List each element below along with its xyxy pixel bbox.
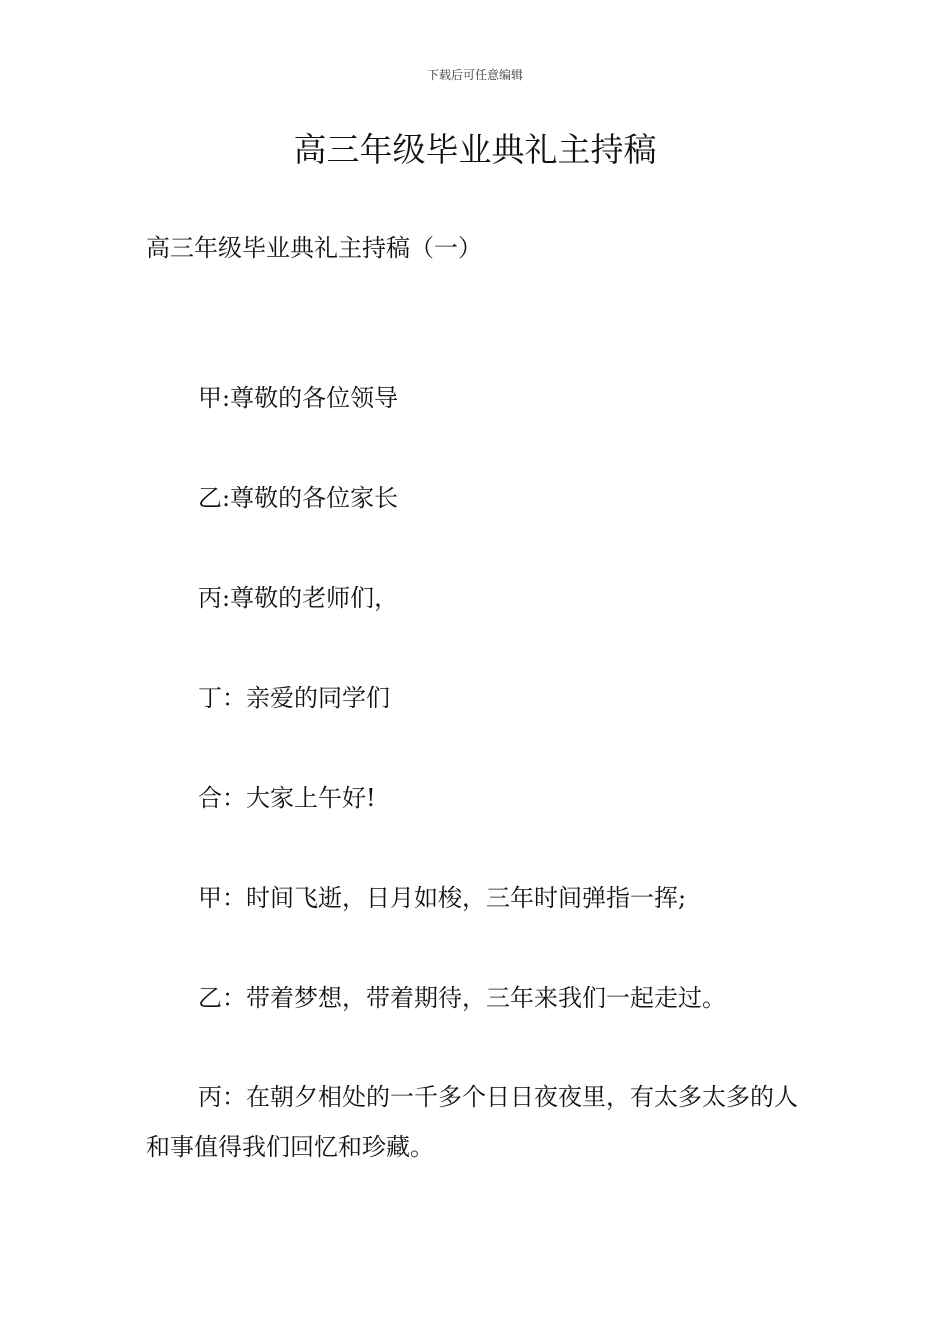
script-line: 丙:尊敬的老师们，: [198, 584, 399, 612]
header-note: 下载后可任意编辑: [426, 68, 523, 82]
script-line: 合：大家上午好!: [198, 784, 376, 812]
script-line: 乙:尊敬的各位家长: [198, 484, 399, 512]
section-heading: 高三年级毕业典礼主持稿（一）: [146, 234, 482, 262]
script-line: 乙：带着梦想，带着期待，三年来我们一起走过。: [198, 984, 726, 1012]
script-line: 甲：时间飞逝，日月如梭，三年时间弹指一挥;: [198, 884, 687, 912]
script-line: 丙：在朝夕相处的一千多个日日夜夜里，有太多太多的人和事值得我们回忆和珍藏。: [146, 1083, 798, 1161]
script-line: 甲:尊敬的各位领导: [198, 384, 399, 412]
script-lines: [146, 378, 810, 1232]
document-title: 高三年级毕业典礼主持稿: [293, 130, 657, 169]
script-line: 丁：亲爱的同学们: [198, 684, 390, 712]
